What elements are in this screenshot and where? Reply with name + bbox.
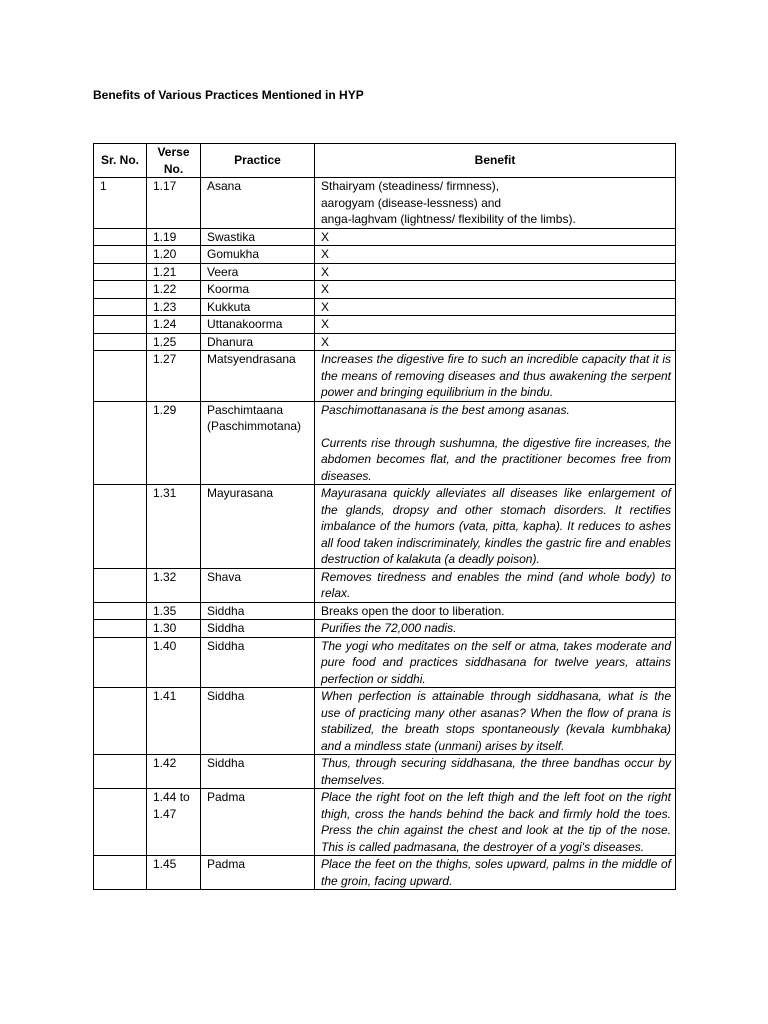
benefit-cell [315,485,676,569]
table-row [94,228,676,246]
practice-cell: Uttanakoorma [201,316,315,334]
header-practice: Practice [201,144,315,178]
sr-no-cell [94,620,147,638]
benefit-cell [315,316,676,334]
sr-no-cell [94,246,147,264]
sr-no-cell [94,602,147,620]
practice-cell: Padma [201,789,315,856]
table-row [94,485,676,569]
benefit-cell [315,178,676,229]
table-row [94,688,676,755]
practice-cell: Veera [201,263,315,281]
benefit-text: The yogi who meditates on the self or atma, takes moderate and pure food and practices siddhasana for twelve years, attains perfection or siddhi. [321,638,671,686]
benefit-cell [315,281,676,299]
sr-no-cell: 1 [94,178,147,229]
sr-no-cell [94,568,147,602]
practice-cell: Padma [201,856,315,890]
benefit-cell [315,620,676,638]
sr-no-cell [94,263,147,281]
verse-no-cell: 1.22 [147,281,201,299]
benefit-text: aarogyam (disease-lessness) and [321,195,502,210]
benefit-text: Increases the digestive fire to such an incredible capacity that it is the means of removing diseases and thus awakening the serpent power and bringing equilibrium in the bindu. [321,352,671,399]
benefit-text: X [321,299,330,314]
benefit-cell [315,602,676,620]
header-sr-no: Sr. No. [94,144,147,178]
benefits-table [93,143,676,890]
verse-no-cell: 1.40 [147,637,201,688]
verse-no-cell: 1.23 [147,298,201,316]
benefit-cell [315,789,676,856]
verse-no-cell: 1.32 [147,568,201,602]
sr-no-cell [94,298,147,316]
benefit-text: X [321,334,330,349]
practice-cell: Dhanura [201,333,315,351]
benefit-text: Paschimottanasana is the best among asanas. [321,402,570,417]
benefit-cell [315,228,676,246]
benefit-cell [315,856,676,890]
table-header [94,144,676,178]
table-row [94,401,676,485]
verse-no-cell: 1.44 to 1.47 [147,789,201,856]
benefit-text: Purifies the 72,000 nadis. [321,621,457,635]
benefit-text: Place the feet on the thighs, soles upward, palms in the middle of the groin, facing upward. [321,857,671,888]
sr-no-cell [94,485,147,569]
practice-cell: Kukkuta [201,298,315,316]
table-row [94,178,676,229]
sr-no-cell [94,789,147,856]
benefit-text: Place the right foot on the left thigh and the left foot on the right thigh, cross the hands behind the back and firmly hold the toes. Press the chin against the chest and look at the tip of the nose. This is called padmasana, the destroyer of a yogi's diseases. [321,790,671,854]
benefit-text: When perfection is attainable through siddhasana, what is the use of practicing many other asanas? When the flow of prana is stabilized, the breath stops spontaneously (kevala kumbhaka) and a mindless state (unmani) arises by itself. [321,689,671,753]
table-row [94,620,676,638]
practice-cell: Shava [201,568,315,602]
benefit-cell [315,688,676,755]
verse-no-cell: 1.20 [147,246,201,264]
benefit-cell [315,333,676,351]
sr-no-cell [94,856,147,890]
verse-no-cell: 1.24 [147,316,201,334]
header-verse-no: Verse No. [147,144,201,178]
table-row [94,602,676,620]
table-row [94,246,676,264]
sr-no-cell [94,637,147,688]
practice-cell: Siddha [201,620,315,638]
verse-no-cell: 1.45 [147,856,201,890]
table-row [94,755,676,789]
verse-no-cell: 1.17 [147,178,201,229]
table-body [94,178,676,890]
table-row [94,333,676,351]
table-row [94,568,676,602]
table-row [94,281,676,299]
practice-cell: Siddha [201,755,315,789]
verse-no-cell: 1.29 [147,401,201,485]
table-row [94,298,676,316]
benefit-text: X [321,317,330,331]
verse-no-cell: 1.35 [147,602,201,620]
benefit-text: Removes tiredness and enables the mind (and whole body) to relax. [321,569,671,600]
sr-no-cell [94,333,147,351]
header-benefit: Benefit [315,144,676,178]
practice-cell: Swastika [201,228,315,246]
sr-no-cell [94,755,147,789]
benefit-text: X [321,264,330,279]
header-row [94,144,676,178]
sr-no-cell [94,688,147,755]
sr-no-cell [94,228,147,246]
sr-no-cell [94,316,147,334]
verse-no-cell: 1.25 [147,333,201,351]
benefit-text: anga-laghvam (lightness/ flexibility of the limbs). [321,212,576,226]
sr-no-cell [94,351,147,402]
benefit-cell [315,568,676,602]
benefit-text: Currents rise through sushumna, the digestive fire increases, the abdomen becomes flat, and the practitioner becomes free from diseases. [321,435,671,483]
verse-no-cell: 1.30 [147,620,201,638]
verse-no-cell: 1.31 [147,485,201,569]
verse-no-cell: 1.21 [147,263,201,281]
verse-no-cell: 1.27 [147,351,201,402]
benefit-cell [315,401,676,485]
practice-cell: Gomukha [201,246,315,264]
verse-no-cell: 1.42 [147,755,201,789]
benefit-text: Thus, through securing siddhasana, the three bandhas occur by themselves. [321,756,671,787]
benefit-cell [315,351,676,402]
practice-cell: Mayurasana [201,485,315,569]
practice-cell: Matsyendrasana [201,351,315,402]
practice-cell: Siddha [201,602,315,620]
benefit-cell [315,263,676,281]
table-row [94,637,676,688]
benefit-text: X [321,247,330,261]
benefit-text: Mayurasana quickly alleviates all diseases like enlargement of the glands, dropsy and other stomach disorders. It rectifies imbalance of the humors (vata, pitta, kapha). It reduces to ashes all food taken indiscriminately, kindles the gastric fire and enables destruction of kalakuta (a deadly poison). [321,486,671,566]
sr-no-cell [94,281,147,299]
table-row [94,789,676,856]
practice-cell: Paschimtaana (Paschimmotana) [201,401,315,485]
table-row [94,351,676,402]
practice-cell: Siddha [201,688,315,755]
practice-cell: Asana [201,178,315,229]
benefit-text: Breaks open the door to liberation. [321,603,505,618]
table-row [94,263,676,281]
table-row [94,316,676,334]
practice-cell: Siddha [201,637,315,688]
verse-no-cell: 1.19 [147,228,201,246]
benefit-text: X [321,282,330,296]
benefit-cell [315,298,676,316]
sr-no-cell [94,401,147,485]
document-title: Benefits of Various Practices Mentioned in HYP [93,88,364,102]
verse-no-cell: 1.41 [147,688,201,755]
benefit-text: Sthairyam (steadiness/ firmness), [321,179,500,193]
practice-cell: Koorma [201,281,315,299]
benefit-cell [315,755,676,789]
benefit-text: X [321,229,330,244]
benefit-cell [315,637,676,688]
table-row [94,856,676,890]
benefit-cell [315,246,676,264]
